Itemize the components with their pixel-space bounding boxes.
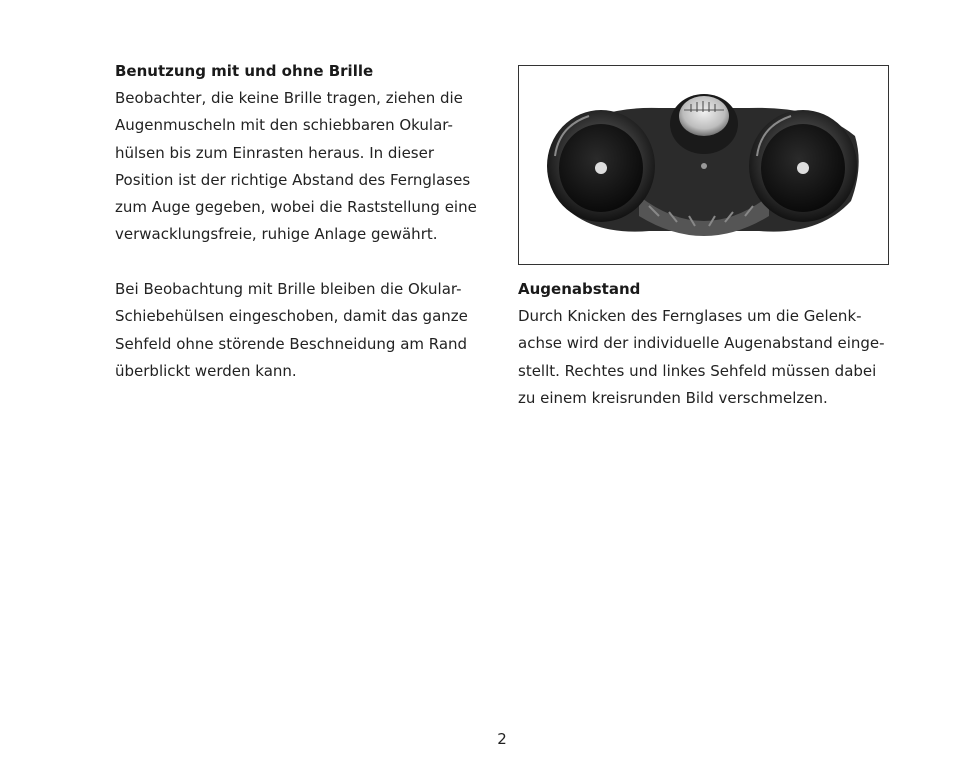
text-line: zum Auge gegeben, wobei die Raststellung eine bbox=[115, 198, 477, 217]
left-column bbox=[115, 58, 495, 385]
text-line: stellt. Rechtes und linkes Sehfeld müssen dabei bbox=[518, 361, 877, 380]
page-number: 2 bbox=[497, 730, 507, 748]
text-line: überblickt werden kann. bbox=[115, 361, 297, 380]
text-line: Bei Beobachtung mit Brille bleiben die Okular- bbox=[115, 280, 462, 299]
text-line: achse wird der individuelle Augenabstand einge- bbox=[518, 334, 885, 353]
binoculars-figure bbox=[518, 65, 889, 265]
binoculars-illustration bbox=[519, 66, 888, 264]
text-line: Position ist der richtige Abstand des Fernglases bbox=[115, 170, 471, 189]
text-line: verwacklungsfreie, ruhige Anlage gewährt. bbox=[115, 225, 438, 244]
text-line: Schiebehülsen eingeschoben, damit das ganze bbox=[115, 307, 468, 326]
section-body-augenabstand bbox=[518, 303, 898, 412]
text-line: zu einem kreisrunden Bild verschmelzen. bbox=[518, 388, 828, 407]
section-body-mit-brille bbox=[115, 276, 495, 385]
text-line: Augenmuscheln mit den schiebbaren Okular- bbox=[115, 116, 453, 135]
section-body-brille bbox=[115, 85, 495, 249]
text-line: Sehfeld ohne störende Beschneidung am Rand bbox=[115, 334, 468, 353]
section-heading-augenabstand: Augenabstand bbox=[518, 280, 641, 298]
paragraph-spacer bbox=[115, 249, 495, 276]
text-line: hülsen bis zum Einrasten heraus. In dieser bbox=[115, 143, 435, 162]
section-heading-brille: Benutzung mit und ohne Brille bbox=[115, 62, 374, 80]
text-line: Durch Knicken des Fernglases um die Gelenk- bbox=[518, 307, 862, 325]
right-column bbox=[518, 276, 898, 412]
text-line: Beobachter, die keine Brille tragen, ziehen die bbox=[115, 89, 463, 107]
